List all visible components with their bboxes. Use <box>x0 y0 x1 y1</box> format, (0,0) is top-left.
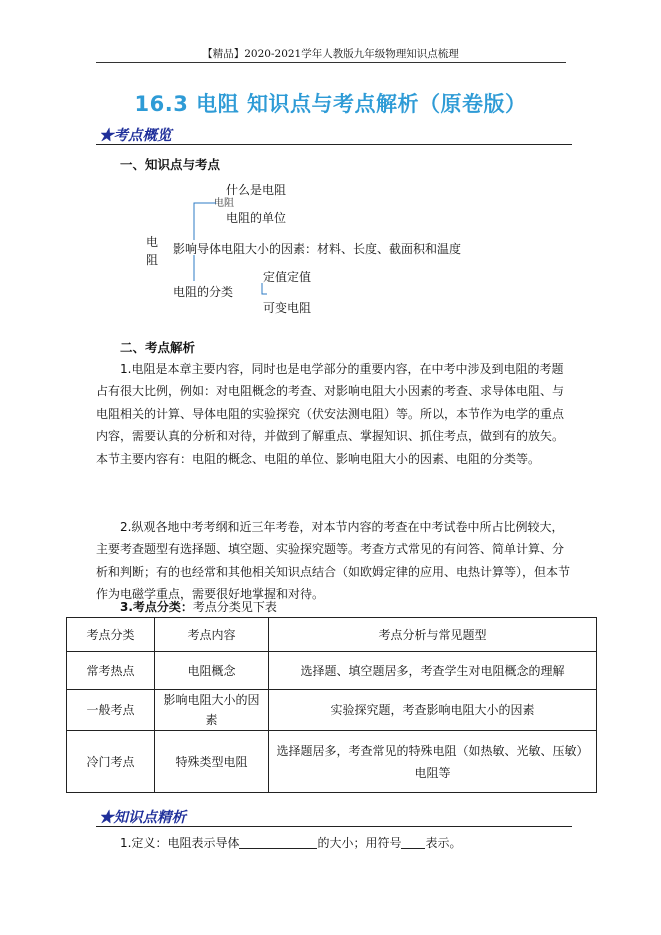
classification-label: 3.考点分类： <box>120 600 193 614</box>
section-heading-text: 考点概览 <box>113 127 172 144</box>
analysis-paragraph-1: 1.电阻是本章主要内容，同时也是电学部分的重要内容，在中考中涉及到电阻的考题占有很大比例，例如：对电阻概念的考查、对影响电阻大小因素的考查、求导体电阻、与电阻相关的计算、导体电阻的实验探究（伏安法测电阻）等。所以，本节作为电学的重点内容，需要认真的分析和对待，并做到了解重点、掌握知识、抓住考点，做到有的放矢。本节主要内容有：电阻的概念、电阻的单位、影响电阻大小的因素、电阻的分类等。 <box>96 362 565 466</box>
connector-branch1 <box>194 203 216 240</box>
table-cell: 特殊类型电阻 <box>155 731 269 793</box>
star-icon: ★ <box>99 127 114 144</box>
document-title: 16.3 电阻 知识点与考点解析（原卷版） <box>134 92 527 116</box>
table-header-row <box>67 618 597 652</box>
definition-text-c: 表示。 <box>425 836 462 850</box>
mindmap-item-variable: 可变电阻 <box>263 301 312 315</box>
table-cell: 选择题、填空题居多，考查学生对电阻概念的理解 <box>269 652 597 690</box>
table-row <box>67 690 597 731</box>
table-header-cell: 考点内容 <box>155 618 269 652</box>
table-cell: 实验探究题，考查影响电阻大小的因素 <box>269 690 597 731</box>
table-cell: 影响电阻大小的因素 <box>155 690 269 731</box>
fill-blank[interactable] <box>401 836 425 849</box>
mindmap-classification: 电阻的分类 <box>173 285 234 299</box>
classification-text: 考点分类见下表 <box>192 600 277 614</box>
mindmap-stub-label: 电阻 <box>214 198 234 209</box>
definition-line <box>120 834 461 851</box>
mindmap-root-char2: 阻 <box>146 253 159 267</box>
table-cell: 一般考点 <box>67 690 155 731</box>
mindmap-item-what-is-resistance: 什么是电阻 <box>226 183 287 197</box>
mindmap-factors: 影响导体电阻大小的因素：材料、长度、截面积和温度 <box>173 242 462 256</box>
table-cell: 电阻概念 <box>155 652 269 690</box>
table-cell: 冷门考点 <box>67 731 155 793</box>
analysis-paragraph-2: 2.纵观各地中考考纲和近三年考卷，对本节内容的考查在中考试卷中所占比例较大，主要考查题型有选择题、填空题、实验探究题等。考查方式常见的有问答、简单计算、分析和判断；有的也经常和其他相关知识点结合（如欧姆定律的应用、电热计算等），但本节作为电磁学重点，需要很好地掌握和对待。 <box>96 520 571 602</box>
section-heading-text: 知识点精析 <box>113 809 186 826</box>
table-header-cell: 考点分类 <box>67 618 155 652</box>
subheading-knowledge: 一、知识点与考点 <box>120 157 221 172</box>
table-cell: 常考热点 <box>67 652 155 690</box>
classification-table <box>66 617 597 793</box>
mindmap-item-fixed: 定值定值 <box>263 270 312 284</box>
star-icon: ★ <box>99 809 114 826</box>
classification-intro <box>120 598 277 615</box>
connector-branch3-items <box>262 283 267 294</box>
definition-text-a: 1.定义：电阻表示导体 <box>120 836 240 850</box>
mindmap-root-char1: 电 <box>146 235 159 249</box>
table-row <box>67 652 597 690</box>
section-divider <box>96 826 572 827</box>
page-header: 【精品】2020-2021学年人教版九年级物理知识点梳理 <box>202 48 459 60</box>
table-header-cell: 考点分析与常见题型 <box>269 618 597 652</box>
subheading-analysis: 二、考点解析 <box>120 340 196 355</box>
table-cell: 选择题居多，考查常见的特殊电阻（如热敏、光敏、压敏）电阻等 <box>269 731 597 793</box>
fill-blank[interactable] <box>239 836 317 849</box>
table-row <box>67 731 597 793</box>
mindmap-item-resistance-unit: 电阻的单位 <box>226 211 287 225</box>
definition-text-b: 的大小；用符号 <box>317 836 402 850</box>
section-heading-knowledge <box>99 806 186 827</box>
